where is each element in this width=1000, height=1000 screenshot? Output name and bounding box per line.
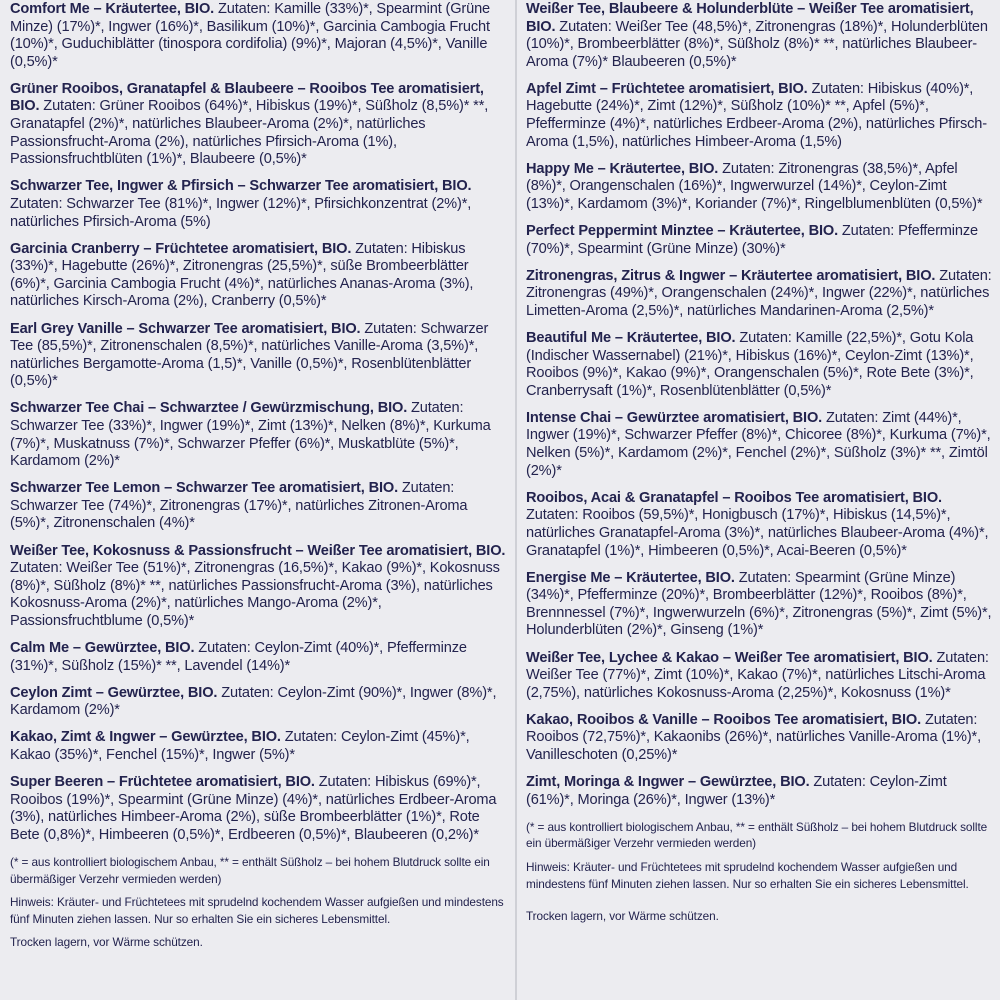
preparation-hint: Hinweis: Kräuter- und Früchtetees mit sprudelnd kochendem Wasser aufgießen und mindestens fünf Minuten ziehen lassen. Nur so erhalten Sie ein sicheres Lebensmittel.: [526, 859, 969, 891]
tea-title: Schwarzer Tee Chai – Schwarztee / Gewürzmischung, BIO.: [10, 400, 408, 417]
tea-ingredients: Zutaten: Pfefferminze (70%)*, Spearmint (Grüne Minze) (30%)*: [526, 223, 978, 257]
tea-ingredients: Zutaten: Schwarzer Tee (33%)*, Ingwer (19%)*, Zimt (13%)*, Nelken (8%)*, Kurkuma (7%)*, Muskatnuss (7%)*, Schwarzer Pfeffer (6%)*, Muskatblüte (5%)*, Kardamom (2%)*: [10, 400, 491, 470]
tea-title: Energise Me – Kräutertee, BIO.: [526, 569, 735, 586]
tea-title: Grüner Rooibos, Granatapfel & Blaubeere – Rooibos Tee aromatisiert, BIO.: [10, 80, 484, 115]
tea-entry: [10, 81, 506, 169]
tea-ingredients: Zutaten: Zimt (44%)*, Ingwer (19%)*, Schwarzer Pfeffer (8%)*, Chicoree (8%)*, Kurkuma (7%)*, Nelken (5%)*, Kardamom (2%)*, Fenchel (2%)*, Süßholz (3%)* **, Zimtöl (2%)*: [526, 409, 991, 479]
tea-entry: [10, 321, 506, 391]
tea-entry: [526, 268, 994, 321]
tea-ingredients: Zutaten: Hibiskus (69%)*, Rooibos (19%)*, Spearmint (Grüne Minze) (4%)*, natürliches Erdbeer-Aroma (3%), natürliches Himbeer-Aroma (2%), süße Brombeerblätter (1%)*, Rote Bete (0,8%)*, Himbeeren (0,5%)*, Erdbeeren (0,5%)*, Blaubeeren (0,2%)*: [10, 774, 497, 843]
tea-entry: [526, 81, 994, 151]
tea-entry: [526, 410, 994, 480]
tea-ingredients: Zutaten: Ceylon-Zimt (45%)*, Kakao (35%)*, Fenchel (15%)*, Ingwer (5%)*: [10, 729, 470, 763]
tea-ingredients: Zutaten: Ceylon-Zimt (90%)*, Ingwer (8%)*, Kardamom (2%)*: [10, 684, 497, 719]
tea-title: Zitronengras, Zitrus & Ingwer – Kräutertee aromatisiert, BIO.: [526, 267, 936, 284]
column-divider: [515, 0, 517, 1000]
tea-entry: [10, 480, 506, 533]
tea-ingredients: Zutaten: Schwarzer Tee (74%)*, Zitronengras (17%)*, natürliches Zitronen-Aroma (5%)*, Zitronenschalen (4%)*: [10, 480, 468, 532]
tea-title: Super Beeren – Früchtetee aromatisiert, BIO.: [10, 774, 315, 791]
tea-ingredients: Zutaten: Rooibos (72,75%)*, Kakaonibs (26%)*, natürliches Vanille-Aroma (1%)*, Vanilleschoten (0,25%)*: [526, 711, 981, 763]
tea-entry: [526, 1, 994, 71]
tea-title: Apfel Zimt – Früchtetee aromatisiert, BIO.: [526, 80, 808, 97]
footnote: (* = aus kontrolliert biologischem Anbau, ** = enthält Süßholz – bei hohem Blutdruck sollte ein übermäßiger Verzehr vermieden werden): [526, 819, 988, 851]
tea-ingredients: Zutaten: Ceylon-Zimt (61%)*, Moringa (26%)*, Ingwer (13%)*: [526, 774, 947, 808]
tea-entry: [10, 543, 506, 631]
tea-entry: [526, 774, 994, 809]
tea-ingredients: Zutaten: Weißer Tee (77%)*, Zimt (10%)*, Kakao (7%)*, natürliches Litschi-Aroma (2,75%), natürliches Kokosnuss-Aroma (2,25%)*, Kokosnuss (1%)*: [526, 649, 989, 701]
tea-title: Calm Me – Gewürztee, BIO.: [10, 640, 195, 656]
tea-entry: [526, 712, 994, 765]
tea-entry: [10, 178, 506, 231]
left-column: [10, 1, 506, 1000]
tea-entry: [10, 1, 506, 71]
preparation-hint: Hinweis: Kräuter- und Früchtetees mit sprudelnd kochendem Wasser aufgießen und mindestens fünf Minuten ziehen lassen. Nur so erhalten Sie ein sicheres Lebensmittel.: [10, 895, 504, 926]
tea-title: Schwarzer Tee, Ingwer & Pfirsich – Schwarzer Tee aromatisiert, BIO.: [10, 178, 472, 195]
tea-title: Kakao, Zimt & Ingwer – Gewürztee, BIO.: [10, 729, 281, 746]
tea-title: Earl Grey Vanille – Schwarzer Tee aromatisiert, BIO.: [10, 320, 361, 337]
tea-ingredients: Zutaten: Weißer Tee (51%)*, Zitronengras (16,5%)*, Kakao (9%)*, Kokosnuss (8%)*, Süßholz (8%)* **, natürliches Passionsfrucht-Aroma (3%), natürliches Kokosnuss-Aroma (2%)*, natürliches Mango-Aroma (2%)*, Passionsfruchtblume (0,5%)*: [10, 560, 500, 629]
right-column: [526, 1, 994, 1000]
tea-ingredients: Zutaten: Schwarzer Tee (85,5%)*, Zitronenschalen (8,5%)*, natürliches Vanille-Aroma (3,5%)*, natürliches Bergamotte-Aroma (1,5)*, Vanille (0,5%)*, Rosenblütenblätter (0,5%)*: [10, 320, 489, 390]
tea-ingredients: Zutaten: Hibiskus (33%)*, Hagebutte (26%)*, Zitronengras (25,5%)*, süße Brombeerblätter (6%)*, Garcinia Cambogia Frucht (4%)*, natürliches Ananas-Aroma (3%), natürliches Kirsch-Aroma (2%), Cranberry (0,5%)*: [10, 240, 474, 310]
tea-title: Happy Me – Kräutertee, BIO.: [526, 160, 719, 177]
tea-ingredients: Zutaten: Zitronengras (49%)*, Orangenschalen (24%)*, Ingwer (22%)*, natürliches Limetten-Aroma (2,5%)*, natürliches Mandarinen-Aroma (2,5%)*: [526, 267, 992, 319]
tea-entry: [10, 400, 506, 470]
tea-title: Garcinia Cranberry – Früchtetee aromatisiert, BIO.: [10, 240, 352, 257]
tea-ingredients: Zutaten: Rooibos (59,5%)*, Honigbusch (17%)*, Hibiskus (14,5%)*, natürliches Granatapfel-Aroma (3%)*, natürliches Blaubeer-Aroma (4%)*, Granatapfel (1%)*, Himbeeren (0,5%)*, Acai-Beeren (0,5%)*: [526, 507, 989, 559]
tea-entry: [526, 490, 994, 560]
tea-title: Weißer Tee, Blaubeere & Holunderblüte – Weißer Tee aromatisiert, BIO.: [526, 1, 974, 35]
tea-title: Zimt, Moringa & Ingwer – Gewürztee, BIO.: [526, 774, 810, 791]
tea-ingredients: Zutaten: Grüner Rooibos (64%)*, Hibiskus (19%)*, Süßholz (8,5%)* **, Granatapfel (2%)*, natürliches Blaubeer-Aroma (2%)*, natürliches Passionsfrucht-Aroma (2%), natürliches Pfirsich-Aroma (1%), Passionsfruchtblüten (1%)*, Blaubeere (0,5%)*: [10, 98, 489, 168]
tea-entry: [526, 223, 994, 258]
tea-title: Weißer Tee, Lychee & Kakao – Weißer Tee aromatisiert, BIO.: [526, 649, 933, 666]
tea-ingredients: Zutaten: Zitronengras (38,5%)*, Apfel (8%)*, Orangenschalen (16%)*, Ingwerwurzel (14%)*, Ceylon-Zimt (13%)*, Kardamom (3%)*, Koriander (7%)*, Ringelblumenblüten (0,5%)*: [526, 160, 983, 212]
tea-entry: [10, 729, 506, 764]
tea-title: Intense Chai – Gewürztee aromatisiert, BIO.: [526, 409, 823, 426]
tea-ingredients: Zutaten: Kamille (22,5%)*, Gotu Kola (Indischer Wassernabel) (21%)*, Hibiskus (16%)*, Ceylon-Zimt (13%)*, Rooibos (9%)*, Kakao (9%)*, Orangenschalen (5%)*, Rote Bete (3%)*, Cranberrysaft (1%)*, Rosenblütenblätter (0,5%)*: [526, 330, 974, 399]
tea-title: Kakao, Rooibos & Vanille – Rooibos Tee aromatisiert, BIO.: [526, 711, 922, 728]
tea-entry: [10, 774, 506, 844]
tea-entry: [10, 685, 506, 720]
footnote: (* = aus kontrolliert biologischem Anbau, ** = enthält Süßholz – bei hohem Blutdruck sollte ein übermäßiger Verzehr vermieden werden): [10, 854, 490, 886]
tea-ingredients: Zutaten: Hibiskus (40%)*, Hagebutte (24%)*, Zimt (12%)*, Süßholz (10%)* **, Apfel (5%)*, Pfefferminze (4%)*, natürliches Erdbeer-Aroma (2%), natürliches Pfirsch-Aroma (1,5%), natürliches Himbeer-Aroma (1,5%): [526, 80, 987, 150]
tea-entry: [526, 570, 994, 640]
tea-entry: [10, 241, 506, 311]
tea-entry: [526, 161, 994, 214]
tea-ingredients: Zutaten: Kamille (33%)*, Spearmint (Grüne Minze) (17%)*, Ingwer (16%)*, Basilikum (10%)*, Garcinia Cambogia Frucht (10%)*, Guduchiblätter (tinospora cordifolia) (9%)*, Majoran (4,5%)*, Vanille (0,5%)*: [10, 1, 491, 70]
tea-entry: [526, 330, 994, 400]
tea-title: Weißer Tee, Kokosnuss & Passionsfrucht – Weißer Tee aromatisiert, BIO.: [10, 542, 506, 559]
storage-note: Trocken lagern, vor Wärme schützen.: [526, 909, 719, 924]
tea-entry: [526, 650, 994, 703]
tea-entry: [10, 640, 506, 675]
tea-title: Perfect Peppermint Minztee – Kräutertee, BIO.: [526, 223, 838, 240]
tea-title: Rooibos, Acai & Granatapfel – Rooibos Tee aromatisiert, BIO.: [526, 489, 942, 506]
storage-note: Trocken lagern, vor Wärme schützen.: [10, 935, 203, 950]
tea-ingredients: Zutaten: Spearmint (Grüne Minze) (34%)*, Pfefferminze (20%)*, Brombeerblätter (12%)*, Rooibos (8%)*, Brennnessel (7%)*, Ingwerwurzeln (6%)*, Zitronengras (5%)*, Zimt (5%)*, Holunderblüten (2%)*, Ginseng (1%)*: [526, 569, 992, 639]
tea-title: Comfort Me – Kräutertee, BIO.: [10, 1, 215, 17]
tea-title: Schwarzer Tee Lemon – Schwarzer Tee aromatisiert, BIO.: [10, 480, 398, 497]
tea-title: Ceylon Zimt – Gewürztee, BIO.: [10, 684, 218, 701]
tea-ingredients: Zutaten: Schwarzer Tee (81%)*, Ingwer (12%)*, Pfirsichkonzentrat (2%)*, natürliches Pfirsich-Aroma (5%): [10, 195, 472, 230]
tea-ingredients: Zutaten: Weißer Tee (48,5%)*, Zitronengras (18%)*, Holunderblüten (10%)*, Brombeerblätter (8%)*, Süßholz (8%)* **, natürliches Blaubeer-Aroma (7%)* Blaubeeren (0,5%)*: [526, 18, 988, 70]
tea-ingredients: Zutaten: Ceylon-Zimt (40%)*, Pfefferminze (31%)*, Süßholz (15%)* **, Lavendel (14%)*: [10, 640, 467, 674]
tea-title: Beautiful Me – Kräutertee, BIO.: [526, 330, 736, 346]
